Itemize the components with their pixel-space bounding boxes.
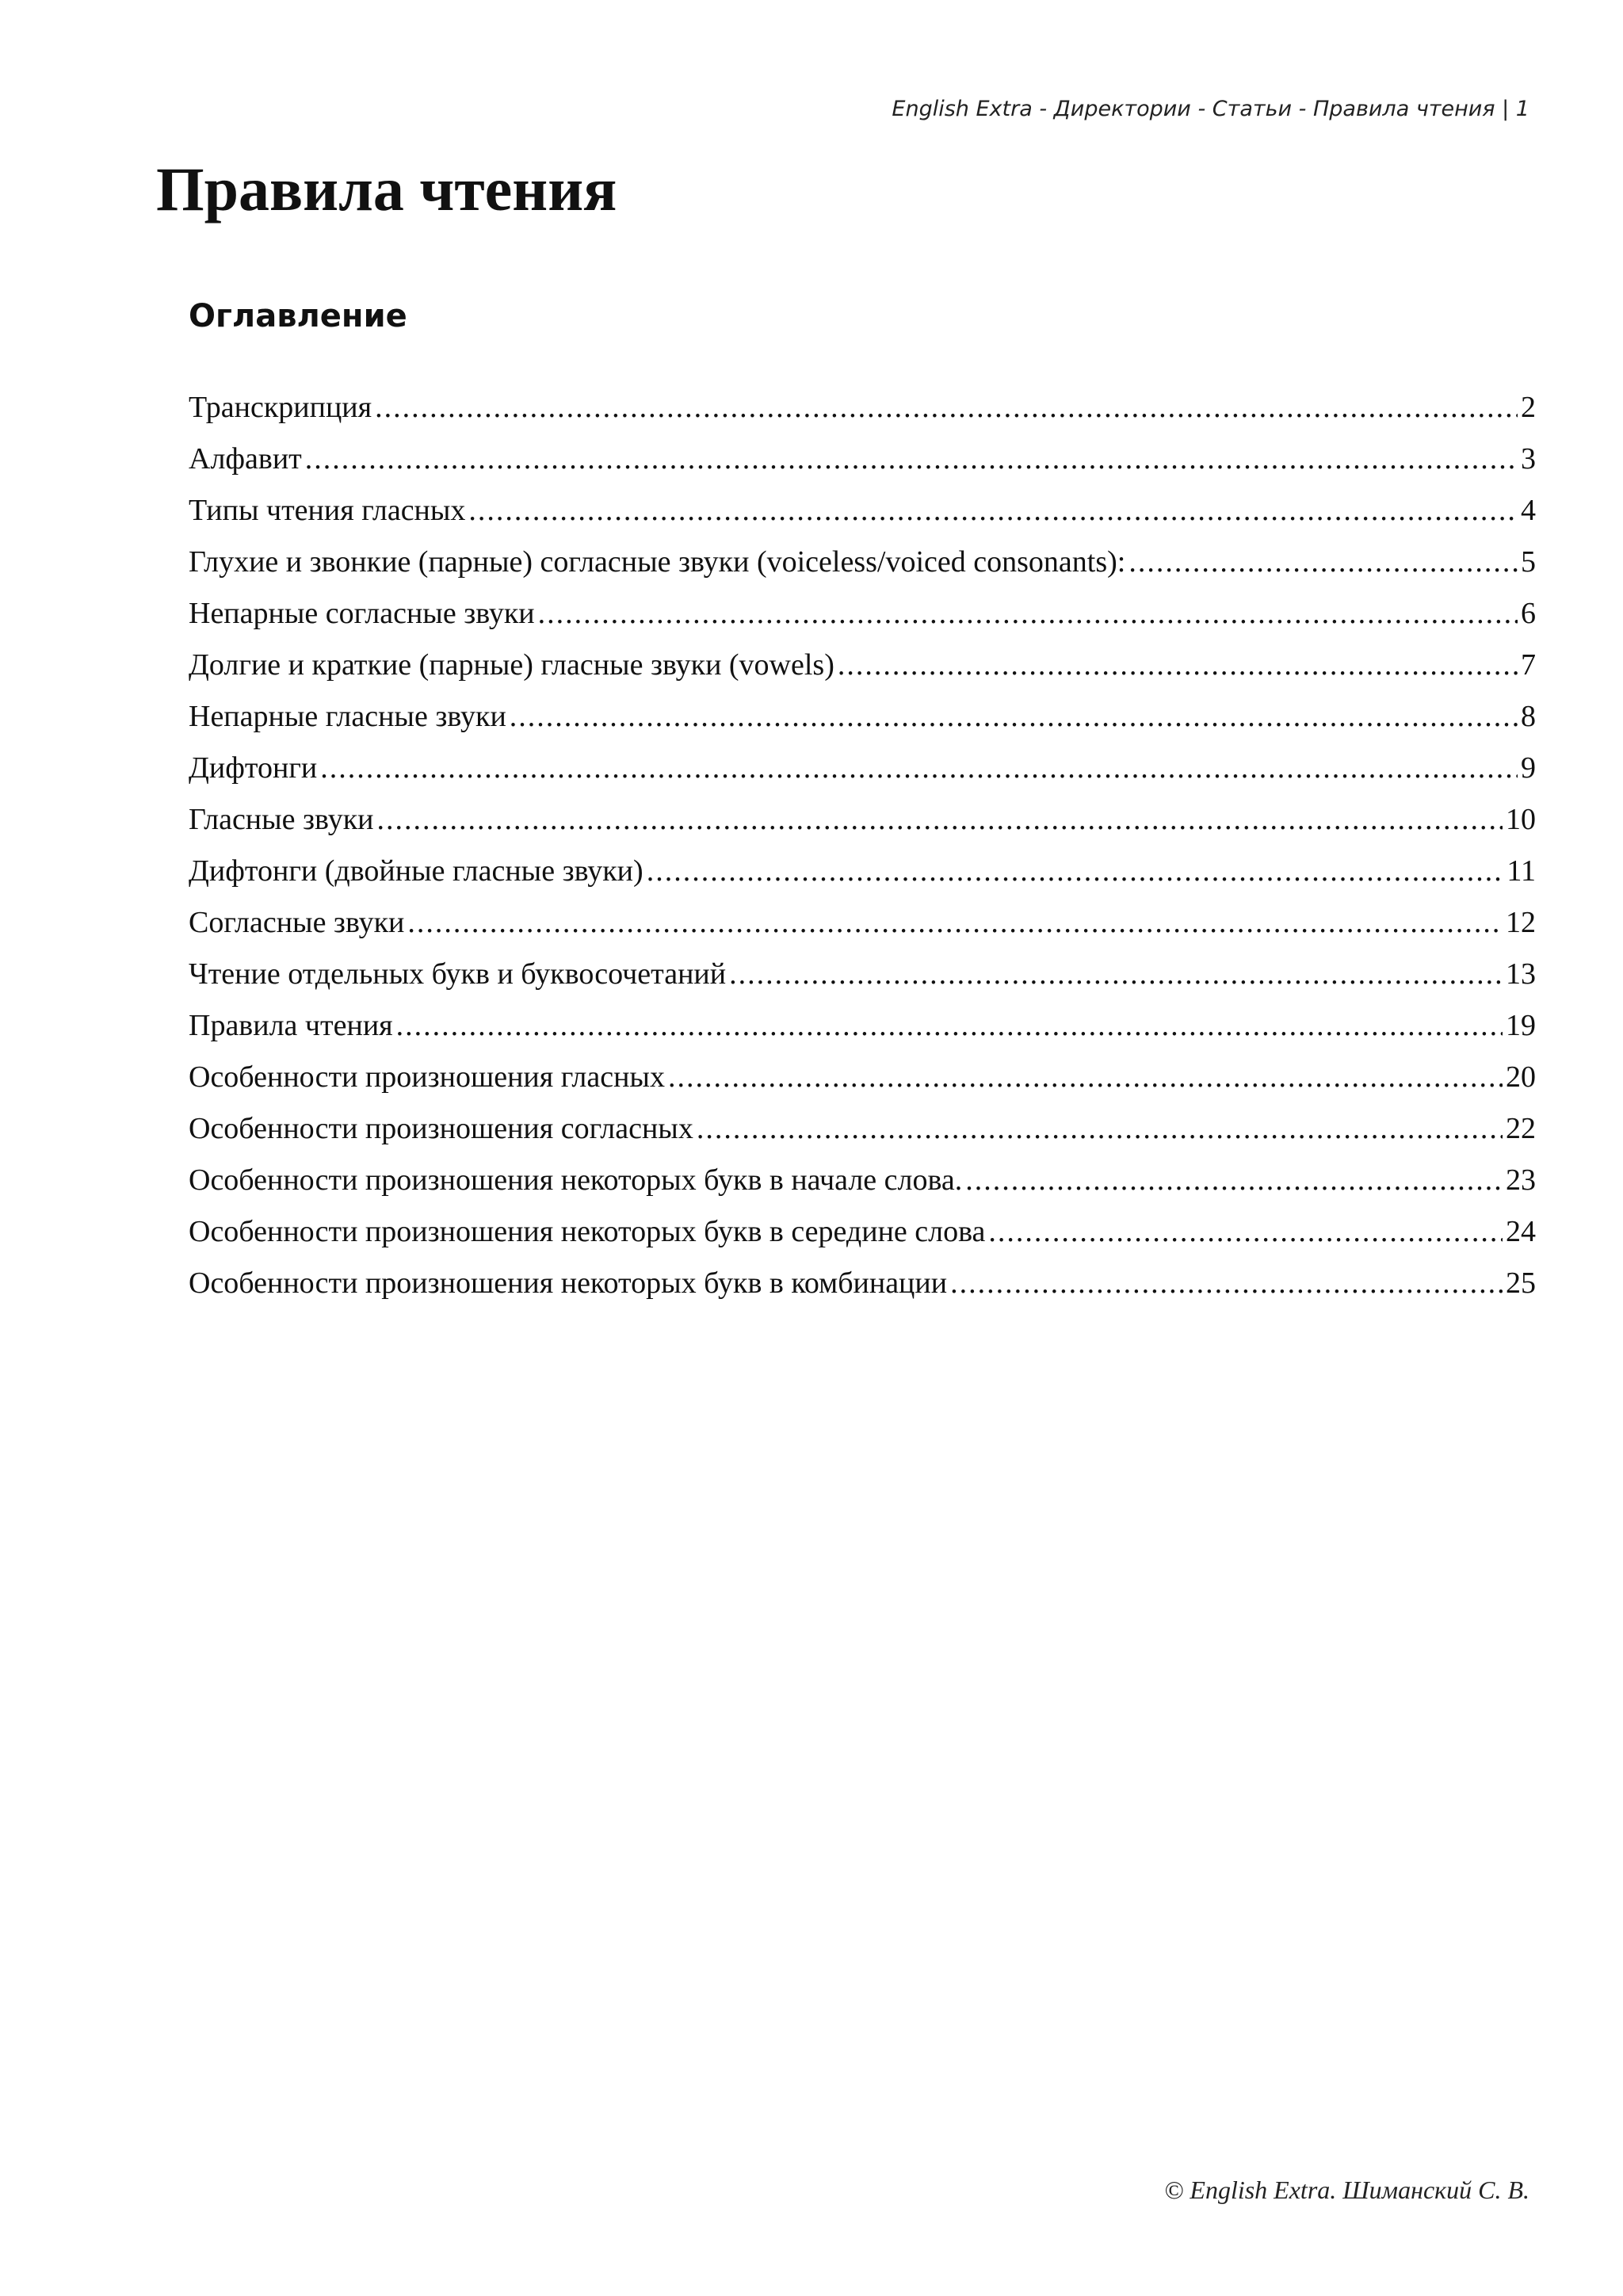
toc-page-number: 9 [1521,751,1536,785]
toc-page-number: 24 [1506,1215,1536,1248]
toc-entry-title: Типы чтения гласных [189,494,466,527]
toc-dot-leader [407,897,1503,949]
table-of-contents [189,382,1536,1309]
running-header: English Extra - Директории - Статьи - Правила чтения | 1 [892,97,1529,121]
toc-entry-title: Дифтонги [189,751,318,785]
toc-dot-leader [375,382,1518,434]
toc-entry-title: Особенности произношения согласных [189,1112,693,1145]
toc-entry[interactable] [189,1103,1536,1155]
toc-entry-title: Чтение отдельных букв и буквосочетаний [189,957,727,991]
toc-entry[interactable] [189,1206,1536,1258]
toc-entry-title: Особенности произношения некоторых букв в середине слова [189,1215,986,1248]
toc-dot-leader [697,1103,1503,1155]
toc-dot-leader [538,588,1518,640]
toc-page-number: 12 [1506,906,1536,939]
toc-page-number: 25 [1506,1266,1536,1300]
toc-page-number: 4 [1521,494,1536,527]
toc-entry[interactable] [189,897,1536,949]
toc-page-number: 13 [1506,957,1536,991]
toc-entry-title: Глухие и звонкие (парные) согласные звуки (voiceless/voiced consonants): [189,545,1126,579]
toc-entry-title: Согласные звуки [189,906,405,939]
toc-page-number: 5 [1521,545,1536,579]
toc-entry[interactable] [189,640,1536,691]
toc-entry-title: Транскрипция [189,391,372,424]
document-title: Правила чтения [156,155,617,223]
toc-page-number: 7 [1521,648,1536,682]
toc-entry-title: Особенности произношения некоторых букв в начале слова. [189,1163,963,1197]
toc-entry-title: Гласные звуки [189,803,374,836]
toc-heading: Оглавление [189,298,407,334]
toc-dot-leader [468,485,1518,537]
toc-page-number: 23 [1506,1163,1536,1197]
toc-dot-leader [950,1258,1503,1309]
toc-dot-leader [668,1052,1503,1103]
toc-entry[interactable] [189,949,1536,1000]
toc-entry-title: Правила чтения [189,1009,393,1042]
toc-entry-title: Непарные согласные звуки [189,597,535,630]
toc-page-number: 19 [1506,1009,1536,1042]
toc-entry[interactable] [189,1258,1536,1309]
toc-dot-leader [377,794,1503,846]
toc-dot-leader [305,434,1518,485]
toc-page-number: 11 [1507,854,1536,888]
toc-entry-title: Алфавит [189,442,302,476]
toc-dot-leader [1128,537,1518,588]
toc-entry[interactable] [189,434,1536,485]
toc-entry[interactable] [189,794,1536,846]
page-footer-copyright: © English Extra. Шиманский С. В. [1164,2176,1529,2204]
toc-entry[interactable] [189,382,1536,434]
toc-entry[interactable] [189,1000,1536,1052]
toc-entry-title: Долгие и краткие (парные) гласные звуки (vowels) [189,648,834,682]
toc-dot-leader [729,949,1503,1000]
toc-entry[interactable] [189,1155,1536,1206]
toc-dot-leader [396,1000,1503,1052]
toc-page-number: 3 [1521,442,1536,476]
toc-dot-leader [510,691,1518,743]
toc-entry[interactable] [189,691,1536,743]
toc-page-number: 22 [1506,1112,1536,1145]
toc-entry[interactable] [189,537,1536,588]
toc-entry-title: Особенности произношения некоторых букв в комбинации [189,1266,948,1300]
toc-page-number: 8 [1521,700,1536,733]
toc-entry-title: Дифтонги (двойные гласные звуки) [189,854,643,888]
toc-page-number: 20 [1506,1060,1536,1094]
toc-page-number: 2 [1521,391,1536,424]
toc-dot-leader [838,640,1518,691]
toc-entry[interactable] [189,743,1536,794]
toc-page-number: 10 [1506,803,1536,836]
toc-dot-leader [965,1155,1503,1206]
toc-dot-leader [320,743,1518,794]
toc-entry-title: Непарные гласные звуки [189,700,506,733]
toc-dot-leader [647,846,1504,897]
toc-entry[interactable] [189,588,1536,640]
toc-entry[interactable] [189,1052,1536,1103]
toc-entry[interactable] [189,846,1536,897]
toc-entry[interactable] [189,485,1536,537]
toc-dot-leader [988,1206,1503,1258]
toc-page-number: 6 [1521,597,1536,630]
toc-entry-title: Особенности произношения гласных [189,1060,665,1094]
